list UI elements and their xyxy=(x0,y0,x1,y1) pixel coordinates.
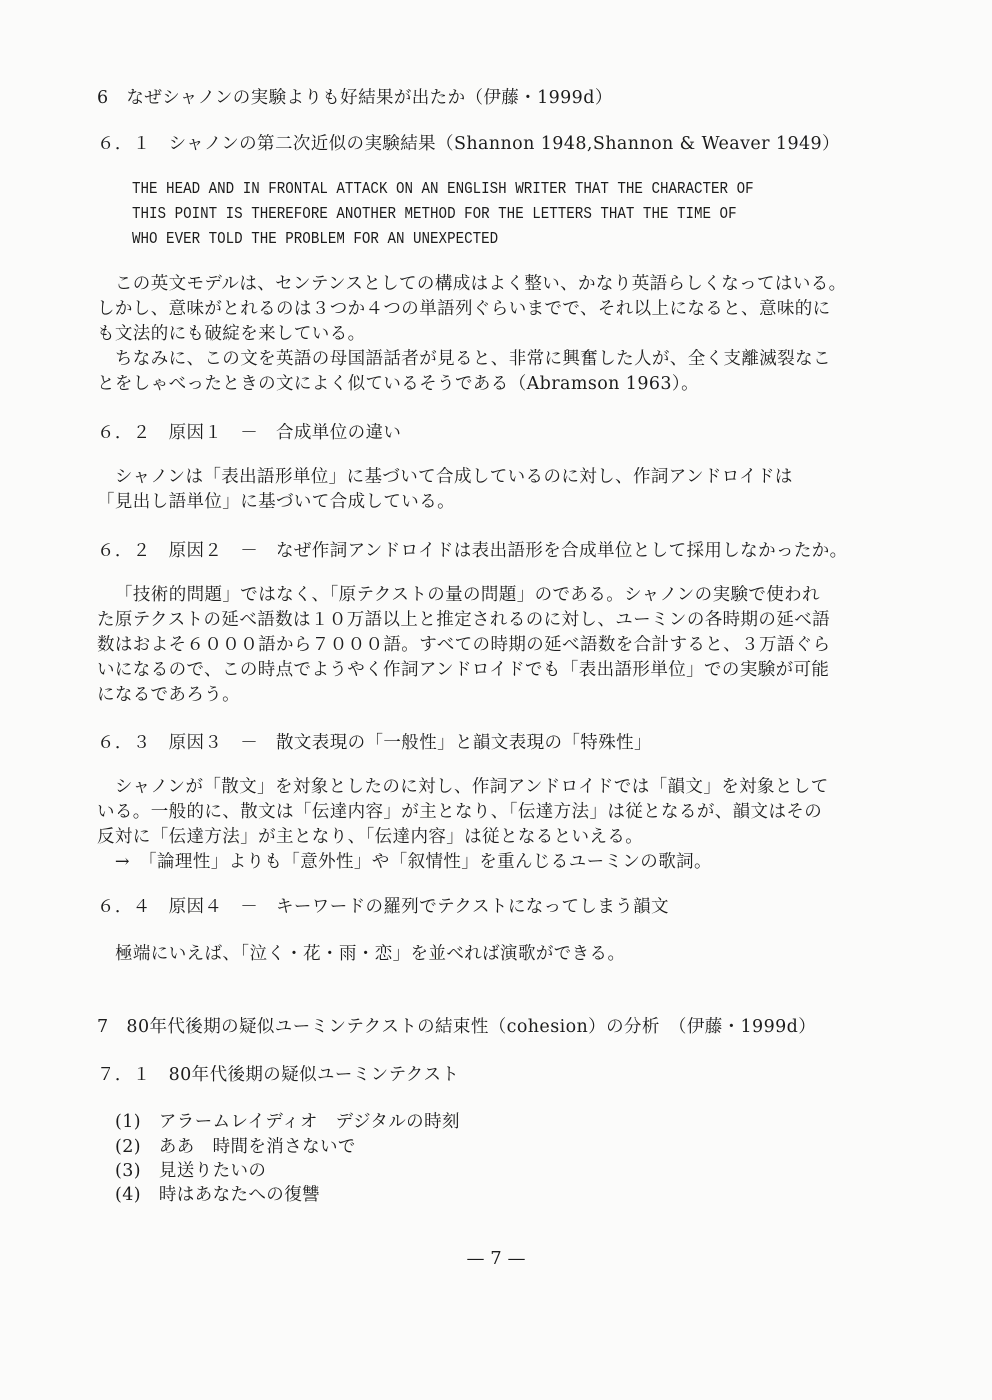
paragraph-line: → 「論理性」よりも「意外性」や「叙情性」を重んじるユーミンの歌詞。 xyxy=(97,852,712,872)
section-7-heading: 7 80年代後期の疑似ユーミンテクストの結束性（cohesion）の分析 （伊藤・1999d） xyxy=(97,1017,817,1037)
paragraph-line: 数はおよそ６０００語から７０００語。すべての時期の延べ語数を合計すると、３万語ぐら xyxy=(97,635,831,655)
paragraph-line: とをしゃべったときの文によく似ているそうである（Abramson 1963）。 xyxy=(97,374,699,394)
paragraph-line: 「見出し語単位」に基づいて合成している。 xyxy=(97,492,455,512)
english-sample-line: WHO EVER TOLD THE PROBLEM FOR AN UNEXPECTED xyxy=(132,229,499,248)
paragraph-line: になるであろう。 xyxy=(97,685,241,705)
paragraph-line: しかし、意味がとれるのは３つか４つの単語列ぐらいまでで、それ以上になると、意味的に xyxy=(97,299,831,319)
paragraph-line: この英文モデルは、センテンスとしての構成はよく整い、かなり英語らしくなってはいる。 xyxy=(97,274,847,294)
list-item: (4) 時はあなたへの復讐 xyxy=(115,1185,320,1205)
list-item: (3) 見送りたいの xyxy=(115,1161,267,1181)
paragraph-line: 「技術的問題」ではなく、「原テクストの量の問題」のである。シャノンの実験で使われ xyxy=(115,585,820,605)
list-item: (1) アラームレイディオ デジタルの時刻 xyxy=(115,1112,460,1132)
english-sample-line: THIS POINT IS THEREFORE ANOTHER METHOD FOR THE LETTERS THAT THE TIME OF xyxy=(132,204,737,223)
paragraph-line: 反対に「伝達方法」が主となり、「伝達内容」は従となるといえる。 xyxy=(97,827,644,847)
paragraph-line: シャノンは「表出語形単位」に基づいて合成しているのに対し、作詞アンドロイドは xyxy=(97,467,793,487)
paragraph-line: いになるので、この時点でようやく作詞アンドロイドでも「表出語形単位」での実験が可能 xyxy=(97,660,830,680)
list-item: (2) ああ 時間を消さないで xyxy=(115,1137,356,1157)
paragraph-line: た原テクストの延べ語数は１０万語以上と推定されるのに対し、ユーミンの各時期の延べ語 xyxy=(97,610,831,630)
paragraph-line: シャノンが「散文」を対象としたのに対し、作詞アンドロイドでは「韻文」を対象として xyxy=(97,777,829,797)
section-6-2-cause1-heading: ６．２ 原因１ － 合成単位の違い xyxy=(97,423,402,443)
page-number: — 7 — xyxy=(466,1248,526,1269)
section-6-1-heading: ６．１ シャノンの第二次近似の実験結果（Shannon 1948,Shannon & Weaver 1949） xyxy=(97,134,840,154)
section-6-3-heading: ６．３ 原因３ － 散文表現の「一般性」と韻文表現の「特殊性」 xyxy=(97,733,652,753)
section-6-4-heading: ６．４ 原因４ － キーワードの羅列でテクストになってしまう韻文 xyxy=(97,897,669,917)
paragraph-line: 極端にいえば、「泣く・花・雨・恋」を並べれば演歌ができる。 xyxy=(115,944,626,964)
paragraph-line: いる。一般的に、散文は「伝達内容」が主となり、「伝達方法」は従となるが、韻文はその xyxy=(97,802,823,822)
section-6-2-cause2-heading: ６．２ 原因２ － なぜ作詞アンドロイドは表出語形を合成単位として採用しなかったか。 xyxy=(97,541,848,561)
paragraph-line: も文法的にも破綻を来している。 xyxy=(97,324,366,344)
section-6-heading: 6 なぜシャノンの実験よりも好結果が出たか（伊藤・1999d） xyxy=(97,88,613,108)
paragraph-line: ちなみに、この文を英語の母国語話者が見ると、非常に興奮した人が、全く支離滅裂なこ xyxy=(97,349,831,369)
section-7-1-heading: ７．１ 80年代後期の疑似ユーミンテクスト xyxy=(97,1065,460,1085)
english-sample-line: THE HEAD AND IN FRONTAL ATTACK ON AN ENGLISH WRITER THAT THE CHARACTER OF xyxy=(132,179,754,198)
